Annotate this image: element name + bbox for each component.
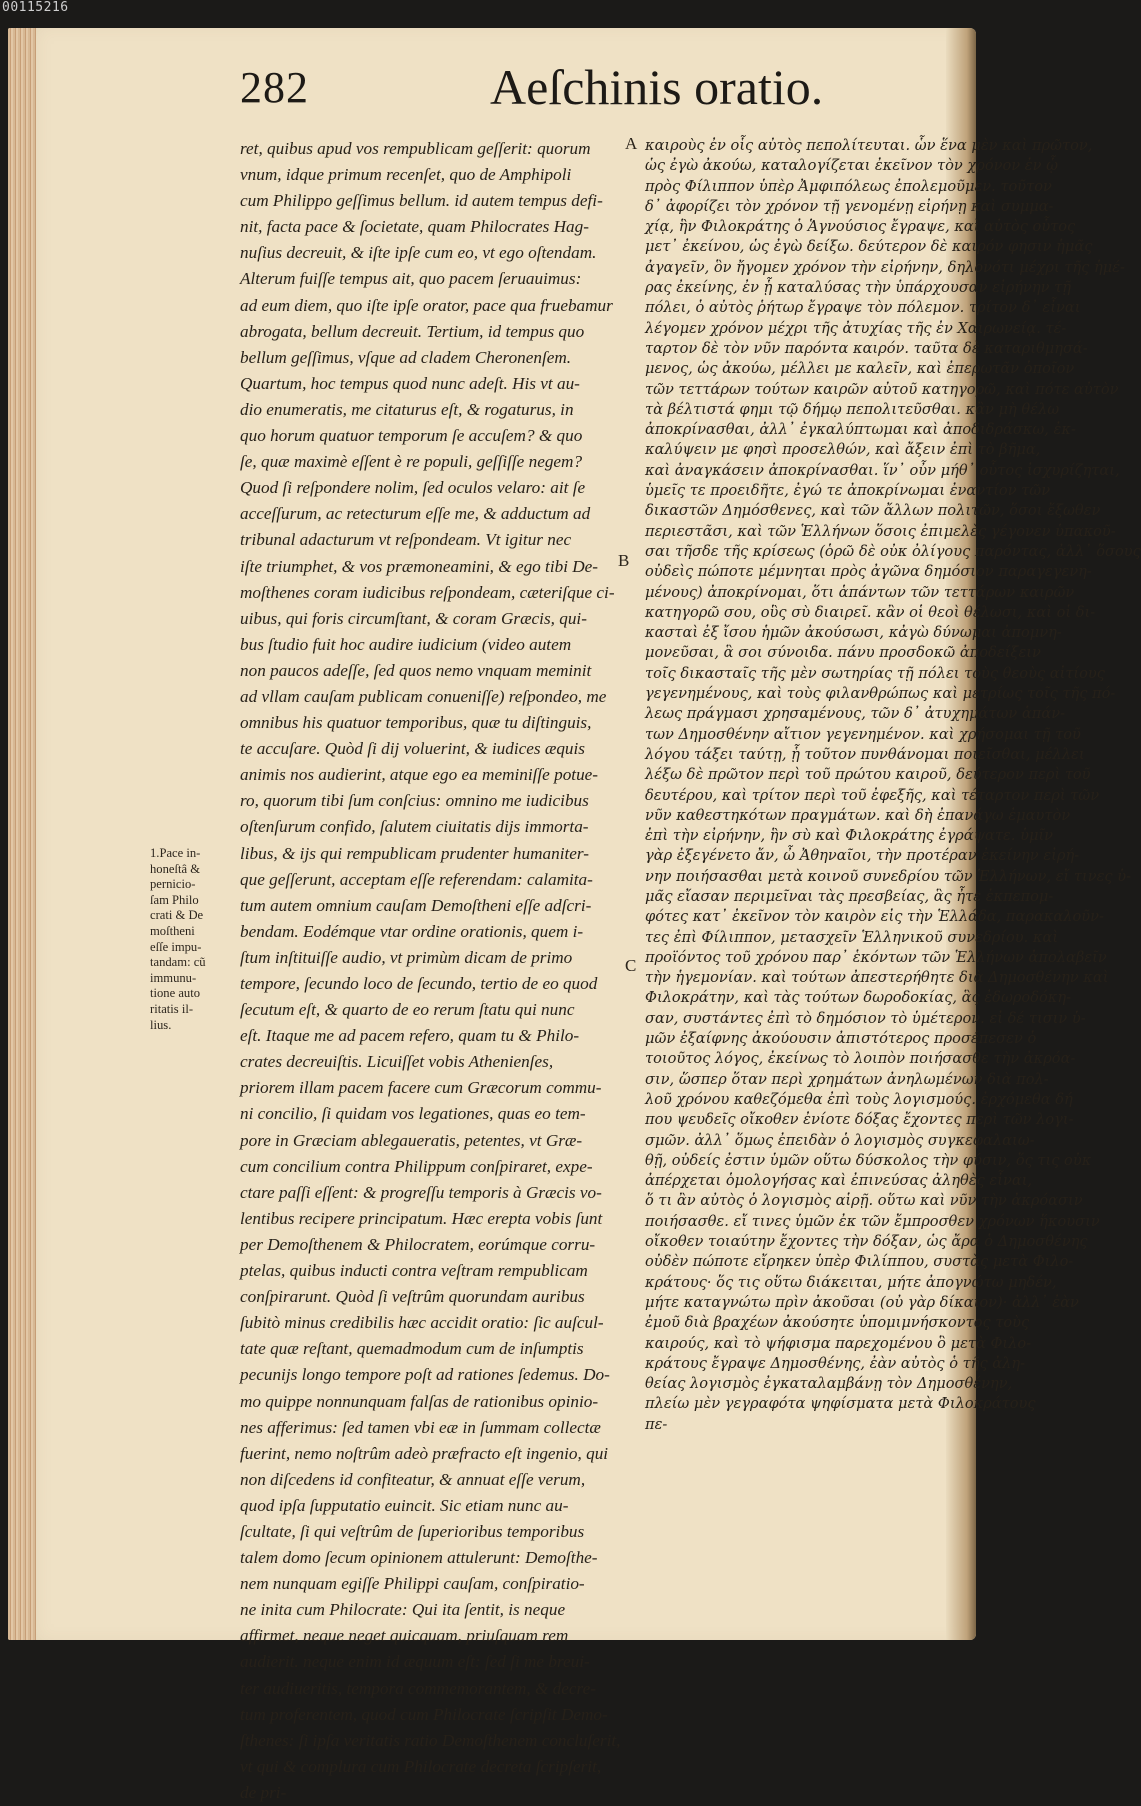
latin-text-line: omnibus his quatuor temporibus, quæ tu diſtinguis, (240, 713, 592, 733)
latin-text-line: ſubitò minus credibilis hæc accidit oratio: ſic auſcul- (240, 1313, 604, 1333)
margin-note-line: 1.Pace in- (150, 846, 201, 860)
greek-text-line: μῶν ἐξαίφνης ἀκούουσιν ἀπιστότερος προσέπεσεν ὁ (645, 1030, 1037, 1048)
latin-text-line: per Demoſthenem & Philocratem, eorúmque corru- (240, 1234, 596, 1254)
greek-text-line: μενος, ὡς ἀκούω, μέλλει με καλεῖν, καὶ ἐπερωτᾶν ὁποῖον (645, 360, 1075, 378)
greek-text-line: οἴκοθεν τοιαύτην ἔχοντες τὴν δόξαν, ὡς ἄρα ὁ Δημοσθένης (645, 1233, 1088, 1251)
greek-text-line: γὰρ ἐξεγένετο ἄν, ὦ Ἀθηναῖοι, τὴν προτέραν ἐκείνην εἰρή- (645, 847, 1080, 865)
latin-text-line: lentibus recipere principatum. Hæc erepta vobis ſunt (240, 1208, 603, 1228)
latin-text-line: audierit. neque enim id æquum eſt: ſed ſi me breui- (240, 1652, 590, 1672)
greek-text-line: δευτέρου, καὶ τρίτον περὶ τοῦ ἐφεξῆς, καὶ τέταρτον περὶ τῶν (645, 786, 1100, 804)
greek-text-line: γεγενημένους, καὶ τοὺς φιλανθρώπως καὶ μετρίως τοῖς τῆς πό- (645, 685, 1116, 703)
latin-text-line: cum concilium contra Philippum conſpiraret, expe- (240, 1156, 593, 1176)
greek-text-line: ἐμοῦ διὰ βραχέων ἀκούσητε ὑπομιμνήσκοντος τοὺς (645, 1314, 1030, 1332)
greek-text-line: μετ᾽ ἐκείνου, ὡς ἐγὼ δείξω. δεύτερον δὲ καιρόν φησιν ἡμᾶς (645, 238, 1093, 256)
greek-text-line: θῇ, οὐδείς ἐστιν ὑμῶν οὕτω δύσκολος τὴν φύσιν, ὅς τις οὐκ (645, 1151, 1092, 1169)
greek-text-line: ἀποκρίνασθαι, ἀλλ᾽ ἐγκαλύπτωμαι καὶ ἀποδιδράσκω, ἐκ- (645, 421, 1076, 439)
greek-text-line: Φιλοκράτην, καὶ τὰς τούτων δωροδοκίας, ἃς ἐδωροδόκη- (645, 989, 1072, 1007)
greek-text-line: τὴν ἡγεμονίαν. καὶ τούτων ἀπεστερήθητε διὰ Δημοσθένην καὶ (645, 969, 1109, 987)
greek-text-line: νῦν καθεστηκότων πραγμάτων. καὶ δὴ ἐπανάγω ἐμαυτὸν (645, 806, 1071, 824)
latin-text-line: pecunijs longo tempore poſt ad rationes ſedemus. Do- (240, 1365, 610, 1385)
greek-text-line: προϊόντος τοῦ χρόνου παρ᾽ ἑκόντων τῶν Ἑλλήνων ἀπολαβεῖν (645, 948, 1107, 966)
latin-text-line: ret, quibus apud vos rempublicam geſſerit: quorum (240, 139, 591, 158)
greek-text-line: καιρούς, καὶ τὸ ψήφισμα παρεχομένου ὃ μετὰ Φιλο- (645, 1334, 1032, 1352)
greek-text-line: καιροὺς ἐν οἷς αὐτὸς πεπολίτευται. ὧν ἕνα μὲν καὶ πρῶτον, (645, 137, 1093, 154)
latin-text-line: tum proferentem, quod cum Philocrate ſcripſit Demo- (240, 1704, 608, 1724)
latin-text-line: talem domo ſecum opinionem attulerunt: Demoſthe- (240, 1548, 598, 1568)
latin-text-line: ter audiueritis, tempora commemorantem, & decre- (240, 1678, 596, 1698)
latin-text-line: conſpirarunt. Quòd ſi veſtrûm quorundam auribus (240, 1287, 585, 1307)
latin-text-line: bendam. Eodémque vtar ordine orationis, quem i- (240, 921, 584, 941)
greek-text-line: σιν, ὥσπερ ὅταν περὶ χρημάτων ἀνηλωμένων διὰ πολ- (645, 1070, 1049, 1088)
latin-text-line: nuſius decreuit, & iſte ipſe cum eo, vt ego oſtendam. (240, 243, 597, 263)
greek-text-line: λέγομεν χρόνον μέχρι τῆς ἀτυχίας τῆς ἐν Χαιρωνείᾳ. τέ- (645, 319, 1067, 337)
greek-text-line: ποιήσασθε. εἴ τινες ὑμῶν ἐκ τῶν ἔμπροσθεν χρόνων ἥκουσιν (645, 1212, 1100, 1230)
greek-text-line: πόλει, ὁ αὐτὸς ῥήτωρ ἔγραψε τὸν πόλεμον. τρίτον δ᾽ εἶναι (645, 299, 1081, 317)
greek-text-line: δ᾽ ἀφορίζει τὸν χρόνον τῇ γενομένῃ εἰρήνῃ καὶ συμμα- (645, 197, 1054, 215)
section-marker-a: A (625, 134, 638, 153)
latin-text-line: ctare paſſi eſſent: & progreſſu temporis à Græcis vo- (240, 1182, 602, 1202)
greek-text-line: κασταὶ ἐξ ἴσου ἡμῶν ἀκούσωσι, κἀγὼ δύνωμαι ἀπομνη- (645, 624, 1062, 642)
margin-note-line: crati & De (150, 908, 204, 923)
greek-column (645, 136, 1141, 1435)
greek-text-line: δικαστῶν Δημόσθενες, καὶ τῶν ἄλλων πολιτῶν, ὅσοι ἔξωθεν (645, 502, 1101, 520)
greek-text-line: κράτους ἔγραψε Δημοσθένης, ἐὰν αὐτὸς ὁ τῆς ἀλη- (645, 1354, 1026, 1372)
section-marker-b: B (618, 551, 630, 570)
latin-text-line: affirmet, neque neget quicquam, priuſquam rem (240, 1626, 569, 1646)
latin-text-line: non paucos adeſſe, ſed quos nemo vnquam meminit (240, 660, 592, 680)
latin-text-line: ad vllam cauſam publicam conueniſſe) reſpondeo, me (240, 686, 607, 706)
greek-text-line: οὐδὲν πώποτε εἴρηκεν ὑπὲρ Φιλίππου, συστὰς μετὰ Φιλο- (645, 1253, 1074, 1271)
greek-text-line: σαν, συστάντες ἐπὶ τὸ δημόσιον τὸ ὑμέτερον. εἰ δέ τισιν ὑ- (645, 1009, 1086, 1027)
margin-note-line: ritatis il- (150, 1001, 194, 1016)
latin-text-line: vnum, idque primum recenſet, quo de Amphipoli (240, 165, 572, 185)
greek-text-line: ἐπὶ τὴν εἰρήνην, ἣν σὺ καὶ Φιλοκράτης ἐγράψατε. ὑμῖν (645, 827, 1054, 845)
latin-text-line: crates decreuiſtis. Licuiſſet vobis Athenienſes, (240, 1052, 554, 1072)
latin-text-line: abrogata, bellum decreuit. Tertium, id tempus quo (240, 321, 585, 341)
greek-text-line: πε- (645, 1415, 668, 1433)
latin-text-line: que geſſerunt, acceptam eſſe referendam: calamita- (240, 869, 593, 889)
latin-text-line: tribunal adacturum vt reſpondeam. Vt igitur nec (240, 530, 572, 550)
latin-text-line: mo quippe nonnunquam falſas de rationibus opinio- (240, 1391, 599, 1411)
latin-text-line: priorem illam pacem facere cum Græcorum commu- (240, 1078, 602, 1098)
greek-text-line: πρὸς Φίλιππον ὑπὲρ Ἀμφιπόλεως ἐπολεμοῦμεν. τοῦτον (645, 177, 1052, 195)
latin-text-line: acceſſurum, ac retecturum eſſe me, & adductum ad (240, 504, 591, 524)
greek-text-line: καλύψειν με φησὶ προσελθών, καὶ ἄξειν ἐπὶ τὸ βῆμα, (645, 441, 1041, 459)
latin-text-line: bus ſtudio fuit hoc audire iudicium (video autem (240, 634, 572, 654)
greek-text-line: ὑμεῖς τε προειδῆτε, ἐγώ τε ἀποκρίνωμαι ἐναντίον τῶν (645, 482, 1051, 500)
greek-text-line: νην ποιήσασθαι μετὰ κοινοῦ συνεδρίου τῶν Ἑλλήνων, εἴ τινες ὑ- (645, 867, 1132, 885)
latin-text-line: ſe, quæ maximè eſſent è re populi, geſſiſſe negem? (240, 452, 583, 472)
margin-note-line: moſtheni (150, 923, 195, 938)
latin-text-line: libus, & ijs qui rempublicam prudenter humaniter- (240, 843, 589, 863)
latin-text-line: ſcultate, ſi qui veſtrûm de ſuperioribus temporibus (240, 1521, 585, 1541)
greek-text-line: θείας λογισμὸς ἐγκαταλαμβάνῃ τὸν Δημοσθένην, (645, 1375, 1013, 1393)
latin-text-line: de pri- (240, 1782, 287, 1802)
latin-text-line: ne inita cum Philocrate: Qui ita ſentit, is neque (240, 1600, 566, 1620)
latin-text-line: nit, facta pace & ſocietate, quam Philocrates Hag- (240, 217, 589, 237)
greek-text-line: πλείω μὲν γεγραφότα ψηφίσματα μετὰ Φιλοκράτους (645, 1395, 1036, 1413)
latin-text-line: animis nos audierint, atque ego ea meminiſſe potue- (240, 765, 599, 785)
running-title: Aeſchinis oratio. (490, 59, 824, 115)
margin-note-line: tione auto (150, 986, 201, 1001)
latin-text-line: tate quæ reſtant, quemadmodum cum de inſumptis (240, 1339, 584, 1359)
greek-text-line: τὰ βέλτιστά φημι τῷ δήμῳ πεπολιτεῦσθαι. κἂν μὴ θέλω (645, 400, 1060, 418)
latin-text-line: cum Philippo geſſimus bellum. id autem tempus defi- (240, 191, 603, 211)
scan-id-label: 00115216 (2, 0, 69, 15)
latin-text-line: nem nunquam egiſſe Philippi cauſam, conſpiratio- (240, 1574, 585, 1594)
page-edge (8, 28, 36, 1640)
margin-note (150, 846, 238, 1033)
greek-text-line: ἀγαγεῖν, ὃν ἤγομεν χρόνον τὴν εἰρήνην, δηλονότι μέχρι τῆς ἡμέ- (645, 258, 1125, 276)
margin-note-line: ſam Philo (150, 892, 199, 907)
greek-text-line: καὶ ἀναγκάσειν ἀποκρίνασθαι. ἵν᾽ οὖν μήθ᾽ οὗτος ἰσχυρίζηται, (645, 461, 1120, 479)
greek-text-line: ρας ἐκείνης, ἐν ᾗ καταλύσας τὴν ὑπάρχουσαν εἰρήνην τῇ (645, 279, 1071, 297)
greek-text-line: λόγου τάξει ταύτῃ, ᾗ τοῦτον πυνθάνομαι ποιεῖσθαι, μέλλει (645, 745, 1085, 763)
latin-text-line: ro, quorum tibi ſum conſcius: omnino me iudicibus (240, 791, 589, 811)
latin-text-line: fuerint, nemo noſtrûm adeò præfracto eſt ingenio, qui (240, 1443, 609, 1463)
margin-note-line: eſſe impu- (150, 939, 202, 954)
greek-text-line: μᾶς εἴασαν περιμεῖναι τὰς πρεσβείας, ἃς ἦτε ἐκπεπομ- (645, 887, 1054, 905)
latin-text-line: Alterum fuiſſe tempus ait, quo pacem ſeruauimus: (240, 269, 582, 289)
latin-text-line: moſthenes coram iudicibus reſpondeam, cæteriſque ci- (240, 582, 615, 602)
greek-text-line: σαι τῆσδε τῆς κρίσεως (ὁρῶ δὲ οὐκ ὀλίγους παρόντας, ἀλλ᾽ ὅσους (645, 542, 1141, 560)
latin-text-line: Quartum, hoc tempus quod nunc adeſt. His vt au- (240, 373, 580, 393)
greek-text-line: μονεῦσαι, ἃ σοι σύνοιδα. πάνυ προσδοκῶ ἀποδείξειν (645, 644, 1041, 662)
latin-text-line: ad eum diem, quo iſte ipſe orator, pace qua fruebamur (240, 295, 613, 315)
latin-column (240, 136, 621, 1806)
greek-text-line: ὡς ἐγὼ ἀκούω, καταλογίζεται ἐκεῖνον τὸν χρόνον ἐν ᾧ (645, 157, 1059, 175)
section-marker-c: C (625, 956, 637, 975)
latin-text-line: dio enumeratis, me citaturus eſt, & rogaturus, in (240, 399, 574, 419)
margin-note-line: tandam: cũ (150, 955, 206, 970)
latin-text-line: bellum geſſimus, vſque ad cladem Cheronenſem. (240, 347, 572, 367)
latin-text-line: ſthenes: ſi ipſa veritatis ratio Demoſthenem concluſerit, (240, 1730, 621, 1750)
latin-text-line: non diſcedens id confiteatur, & annuat eſſe verum, (240, 1469, 586, 1489)
greek-text-line: λεως πράγμασι χρησαμένους, τῶν δ᾽ ἀτυχημάτων ἁπάν- (645, 705, 1066, 723)
margin-note-line: honeſtâ & (150, 861, 201, 876)
latin-text-line: vt qui & complura cum Philocrate decreta ſcripſerit, (240, 1756, 602, 1776)
latin-text-line: quo horum quatuor temporum ſe accuſem? & quo (240, 426, 583, 446)
greek-text-line: τοιοῦτος λόγος, ἐκείνως τὸ λοιπὸν ποιήσασθε τὴν ἀκρόα- (645, 1050, 1076, 1068)
latin-text-line: eſt. Itaque me ad pacem refero, quam tu & Philo- (240, 1026, 580, 1046)
greek-text-line: φότες κατ᾽ ἐκεῖνον τὸν καιρὸν εἰς τὴν Ἑλλάδα, παρακαλοῦν- (645, 908, 1104, 926)
greek-text-line: τοῖς δικασταῖς τῆς μὲν σωτηρίας τῇ πόλει τοὺς θεοὺς αἰτίους (645, 664, 1105, 682)
latin-text-line: ptelas, quibus inducti contra veſtram rempublicam (240, 1261, 588, 1281)
greek-text-line: που ψευδεῖς οἴκοθεν ἐνίοτε δόξας ἔχοντες περὶ τῶν λογι- (645, 1111, 1074, 1129)
greek-text-line: των Δημοσθένην αἴτιον γεγενημένον. καὶ χρήσομαι τῇ τοῦ (645, 725, 1081, 743)
latin-text-line: tempore, ſecundo loco de ſecundo, tertio de eo quod (240, 974, 598, 993)
greek-text-line: λέξω δὲ πρῶτον περὶ τοῦ πρώτου καιροῦ, δεύτερον περὶ τοῦ (645, 766, 1091, 784)
latin-text-line: tum autem omnium cauſam Demoſtheni eſſe adſcri- (240, 895, 592, 915)
greek-text-line: μήτε καταγνώτω πρὶν ἀκοῦσαι (οὐ γὰρ δίκαιον)· ἀλλ᾽ ἐὰν (645, 1293, 1079, 1311)
margin-note-line: immunu- (150, 970, 197, 985)
greek-text-line: τες ἐπὶ Φίλιππον, μετασχεῖν Ἑλληνικοῦ συνεδρίου. καὶ (645, 928, 1059, 946)
greek-text-line: σμῶν. ἀλλ᾽ ὅμως ἐπειδὰν ὁ λογισμὸς συγκεφαλαιω- (645, 1131, 1035, 1149)
latin-text-line: te accuſare. Quòd ſi dij voluerint, & iudices æquis (240, 739, 585, 759)
greek-text-line: οὐδεὶς πώποτε μέμνηται πρὸς ἀγῶνα δημόσιον παραγεγενη- (645, 563, 1092, 581)
latin-text-line: iſte triumphet, & vos præmoneamini, & ego tibi De- (240, 556, 599, 576)
page-number: 282 (240, 63, 309, 112)
latin-text-line: pore in Græciam ablegaueratis, petentes, vt Græ- (240, 1130, 583, 1150)
greek-text-line: ἀπέρχεται ὁμολογήσας καὶ ἐπινεύσας ἀληθὲς εἶναι, (645, 1172, 1033, 1190)
margin-note-line: pernicio- (150, 877, 196, 892)
latin-text-line: ſtum inſtituiſſe audio, vt primùm dicam de primo (240, 947, 573, 967)
latin-text-line: nes afferimus: ſed tamen vbi eæ in ſummam collectæ (240, 1417, 601, 1437)
greek-text-line: κατηγορῶ σου, οὓς σὺ διαιρεῖ. κἂν οἱ θεοὶ θέλωσι, καὶ οἱ δι- (645, 603, 1096, 621)
greek-text-line: μένους) ἀποκρίνομαι, ὅτι ἁπάντων τῶν τεττάρων καιρῶν (645, 583, 1075, 601)
latin-text-line: ſecutum eſt, & quarto de eo rerum ſtatu qui nunc (240, 1000, 575, 1020)
greek-text-line: τῶν τεττάρων τούτων καιρῶν αὐτοῦ κατηγορῶ, καὶ πότε αὐτὸν (645, 380, 1119, 398)
greek-text-line: κράτους· ὅς τις οὕτω διάκειται, μήτε ἀπογνώτω μηδέν, (645, 1273, 1057, 1291)
greek-text-line: ταρτον δὲ τὸν νῦν παρόντα καιρόν. ταῦτα δὲ καταριθμησά- (645, 339, 1088, 357)
greek-text-line: ὅ τι ἂν αὐτὸς ὁ λογισμὸς αἱρῇ. οὕτω καὶ νῦν τὴν ἀκρόασιν (645, 1192, 1083, 1210)
latin-text-line: oſtenſurum confido, ſalutem ciuitatis dijs immorta- (240, 817, 589, 837)
greek-text-line: περιεστᾶσι, καὶ τῶν Ἑλλήνων ὅσοις ἐπιμελὲς γέγονεν ὑπακοῦ- (645, 522, 1116, 540)
latin-text-line: Quod ſi reſpondere nolim, ſed oculos velaro: ait ſe (240, 478, 586, 498)
latin-text-line: ni concilio, ſi quidam vos legationes, quas eo tem- (240, 1104, 586, 1124)
greek-text-line: χίᾳ, ἣν Φιλοκράτης ὁ Ἁγνούσιος ἔγραψε, καὶ αὐτὸς οὗτος (645, 218, 1076, 236)
latin-text-line: quod ipſa ſupputatio euincit. Sic etiam nunc au- (240, 1495, 569, 1515)
latin-text-line: uibus, qui foris circumſtant, & coram Græcis, qui- (240, 608, 587, 628)
margin-note-line: lius. (150, 1017, 172, 1032)
greek-text-line: λοῦ χρόνου καθεζόμεθα ἐπὶ τοὺς λογισμούς. ἐρχόμεθα δή (645, 1090, 1073, 1108)
